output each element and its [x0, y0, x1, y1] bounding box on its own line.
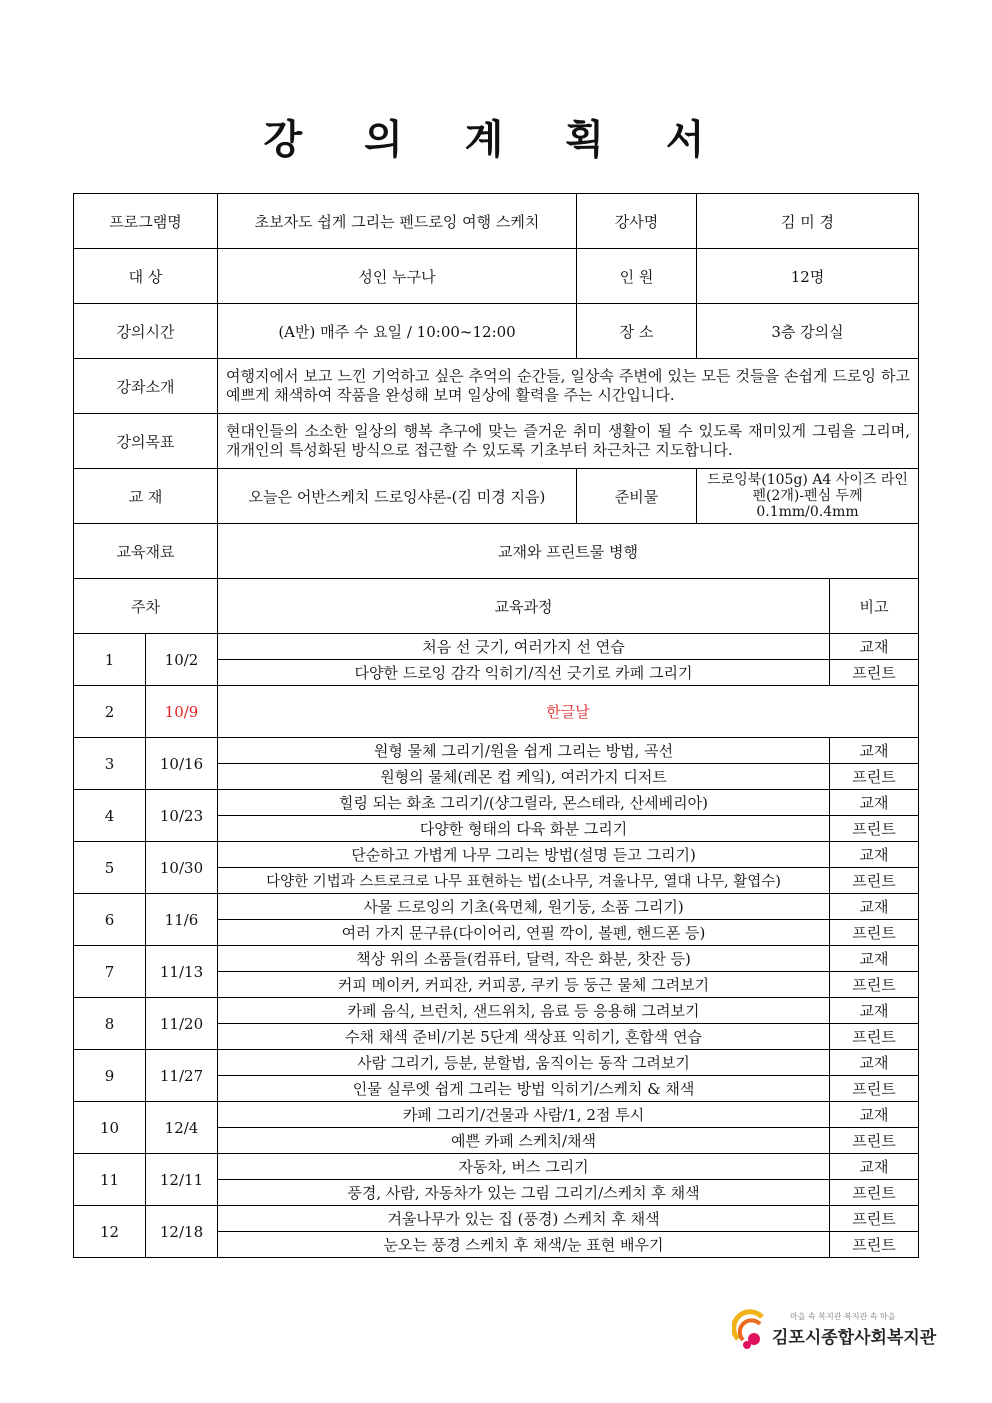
course-note: 교재: [830, 946, 919, 972]
week-date: 11/13: [146, 946, 218, 998]
course-item: 원형 물체 그리기/원을 쉽게 그리는 방법, 곡선: [218, 738, 830, 764]
instructor-label: 강사명: [577, 194, 697, 249]
intro-label: 강좌소개: [74, 359, 218, 414]
course-note: 프린트: [830, 1232, 919, 1258]
count-value: 12명: [697, 249, 919, 304]
week-number: 8: [74, 998, 146, 1050]
course-item: 힐링 되는 화초 그리기/(샹그릴라, 몬스테라, 산세베리아): [218, 790, 830, 816]
course-item: 자동차, 버스 그리기: [218, 1154, 830, 1180]
course-note: 교재: [830, 790, 919, 816]
week-number: 9: [74, 1050, 146, 1102]
course-item: 다양한 기법과 스트로크로 나무 표현하는 법(소나무, 겨울나무, 열대 나무, 활엽수): [218, 868, 830, 894]
table-row: [74, 1050, 919, 1076]
course-item: 단순하고 가볍게 나무 그리는 방법(설명 듣고 그리기): [218, 842, 830, 868]
course-item: 책상 위의 소품들(컴퓨터, 달력, 작은 화분, 찻잔 등): [218, 946, 830, 972]
course-item: 처음 선 긋기, 여러가지 선 연습: [218, 634, 830, 660]
course-note: 프린트: [830, 660, 919, 686]
week-date: 10/2: [146, 634, 218, 686]
textbook-label: 교 재: [74, 469, 218, 524]
week-number: 1: [74, 634, 146, 686]
week-number: 3: [74, 738, 146, 790]
course-item: 예쁜 카페 스케치/채색: [218, 1128, 830, 1154]
week-date: 11/20: [146, 998, 218, 1050]
supplies-value: 드로잉북(105g) A4 사이즈 라인펜(2개)-펜심 두께 0.1mm/0.4mm: [697, 469, 919, 524]
count-label: 인 원: [577, 249, 697, 304]
course-item: 다양한 형태의 다육 화분 그리기: [218, 816, 830, 842]
course-note: 프린트: [830, 972, 919, 998]
course-item: 겨울나무가 있는 집 (풍경) 스케치 후 채색: [218, 1206, 830, 1232]
target-value: 성인 누구나: [218, 249, 577, 304]
course-item: 수채 채색 준비/기본 5단계 색상표 익히기, 혼합색 연습: [218, 1024, 830, 1050]
table-row: [74, 998, 919, 1024]
table-row: [74, 634, 919, 660]
course-item: 인물 실루엣 쉽게 그리는 방법 익히기/스케치 & 채색: [218, 1076, 830, 1102]
course-note: 프린트: [830, 920, 919, 946]
goal-label: 강의목표: [74, 414, 218, 469]
course-note: 교재: [830, 894, 919, 920]
course-note: 교재: [830, 1050, 919, 1076]
week-date: 11/27: [146, 1050, 218, 1102]
week-number: 10: [74, 1102, 146, 1154]
supplies-label: 준비물: [577, 469, 697, 524]
course-note: 프린트: [830, 868, 919, 894]
program-label: 프로그램명: [74, 194, 218, 249]
course-item: 카페 음식, 브런치, 샌드위치, 음료 등 응용해 그려보기: [218, 998, 830, 1024]
course-item: 여러 가지 문구류(다이어리, 연필 깍이, 볼펜, 핸드폰 등): [218, 920, 830, 946]
week-date: 12/11: [146, 1154, 218, 1206]
table-row: [74, 790, 919, 816]
course-item: 카페 그리기/건물과 사람/1, 2점 투시: [218, 1102, 830, 1128]
week-number: 2: [74, 686, 146, 738]
table-row: [74, 1206, 919, 1232]
program-value: 초보자도 쉽게 그리는 펜드로잉 여행 스케치: [218, 194, 577, 249]
week-date: 10/23: [146, 790, 218, 842]
time-label: 강의시간: [74, 304, 218, 359]
course-note: 프린트: [830, 816, 919, 842]
course-note: 프린트: [830, 1206, 919, 1232]
week-date: 12/18: [146, 1206, 218, 1258]
table-row: [74, 1102, 919, 1128]
table-row: [74, 1154, 919, 1180]
table-row: [74, 946, 919, 972]
course-note: 교재: [830, 1102, 919, 1128]
logo-mark-icon: [732, 1309, 774, 1351]
course-item: 사물 드로잉의 기초(육면체, 원기둥, 소품 그리기): [218, 894, 830, 920]
lecture-plan-table: [73, 193, 919, 1258]
course-note: 프린트: [830, 1024, 919, 1050]
target-label: 대 상: [74, 249, 218, 304]
week-date: 10/16: [146, 738, 218, 790]
course-note: 프린트: [830, 1076, 919, 1102]
week-number: 4: [74, 790, 146, 842]
week-date: 12/4: [146, 1102, 218, 1154]
week-header: 주차: [74, 579, 218, 634]
course-note: 교재: [830, 842, 919, 868]
intro-value: 여행지에서 보고 느낀 기억하고 싶은 추억의 순간들, 일상속 주변에 있는 모든 것들을 손쉽게 드로잉 하고 예쁘게 채색하여 작품을 완성해 보며 일상에 활력을 주는 시간입니다.: [218, 359, 919, 414]
course-item: 원형의 물체(레몬 컵 케잌), 여러가지 디저트: [218, 764, 830, 790]
course-note: 교재: [830, 1154, 919, 1180]
course-note: 교재: [830, 998, 919, 1024]
goal-value: 현대인들의 소소한 일상의 행복 추구에 맞는 즐거운 취미 생활이 될 수 있도록 재미있게 그림을 그리며, 개개인의 특성화된 방식으로 접근할 수 있도록 기초부터 차근차근 지도합니다.: [218, 414, 919, 469]
week-date: 10/30: [146, 842, 218, 894]
note-header: 비고: [830, 579, 919, 634]
course-header: 교육과정: [218, 579, 830, 634]
logo-tagline: 마을 속 복지관 복지관 속 마을: [790, 1312, 896, 1321]
course-note: 프린트: [830, 764, 919, 790]
table-row: [74, 686, 919, 738]
materials-value: 교재와 프린트물 병행: [218, 524, 919, 579]
course-note: 교재: [830, 634, 919, 660]
materials-label: 교육재료: [74, 524, 218, 579]
week-number: 5: [74, 842, 146, 894]
course-note: 프린트: [830, 1128, 919, 1154]
course-note: 프린트: [830, 1180, 919, 1206]
table-row: [74, 738, 919, 764]
week-number: 6: [74, 894, 146, 946]
page-title: 강 의 계 획 서: [263, 117, 729, 163]
time-value: (A반) 매주 수 요일 / 10:00~12:00: [218, 304, 577, 359]
table-row: [74, 894, 919, 920]
welfare-center-logo: [732, 1305, 937, 1355]
course-item: 사람 그리기, 등분, 분할법, 움직이는 동작 그려보기: [218, 1050, 830, 1076]
instructor-value: 김 미 경: [697, 194, 919, 249]
table-row: [74, 842, 919, 868]
holiday-label: 한글날: [218, 686, 919, 738]
week-date: 10/9: [146, 686, 218, 738]
course-item: 커피 메이커, 커피잔, 커피콩, 쿠키 등 둥근 물체 그려보기: [218, 972, 830, 998]
week-number: 11: [74, 1154, 146, 1206]
course-note: 교재: [830, 738, 919, 764]
week-date: 11/6: [146, 894, 218, 946]
course-item: 눈오는 풍경 스케치 후 채색/눈 표현 배우기: [218, 1232, 830, 1258]
place-value: 3층 강의실: [697, 304, 919, 359]
textbook-value: 오늘은 어반스케치 드로잉샤론-(김 미경 지음): [218, 469, 577, 524]
week-number: 7: [74, 946, 146, 998]
course-item: 다양한 드로잉 감각 익히기/직선 긋기로 카페 그리기: [218, 660, 830, 686]
place-label: 장 소: [577, 304, 697, 359]
week-number: 12: [74, 1206, 146, 1258]
course-item: 풍경, 사람, 자동차가 있는 그림 그리기/스케치 후 채색: [218, 1180, 830, 1206]
logo-name: 김포시종합사회복지관: [772, 1328, 937, 1348]
